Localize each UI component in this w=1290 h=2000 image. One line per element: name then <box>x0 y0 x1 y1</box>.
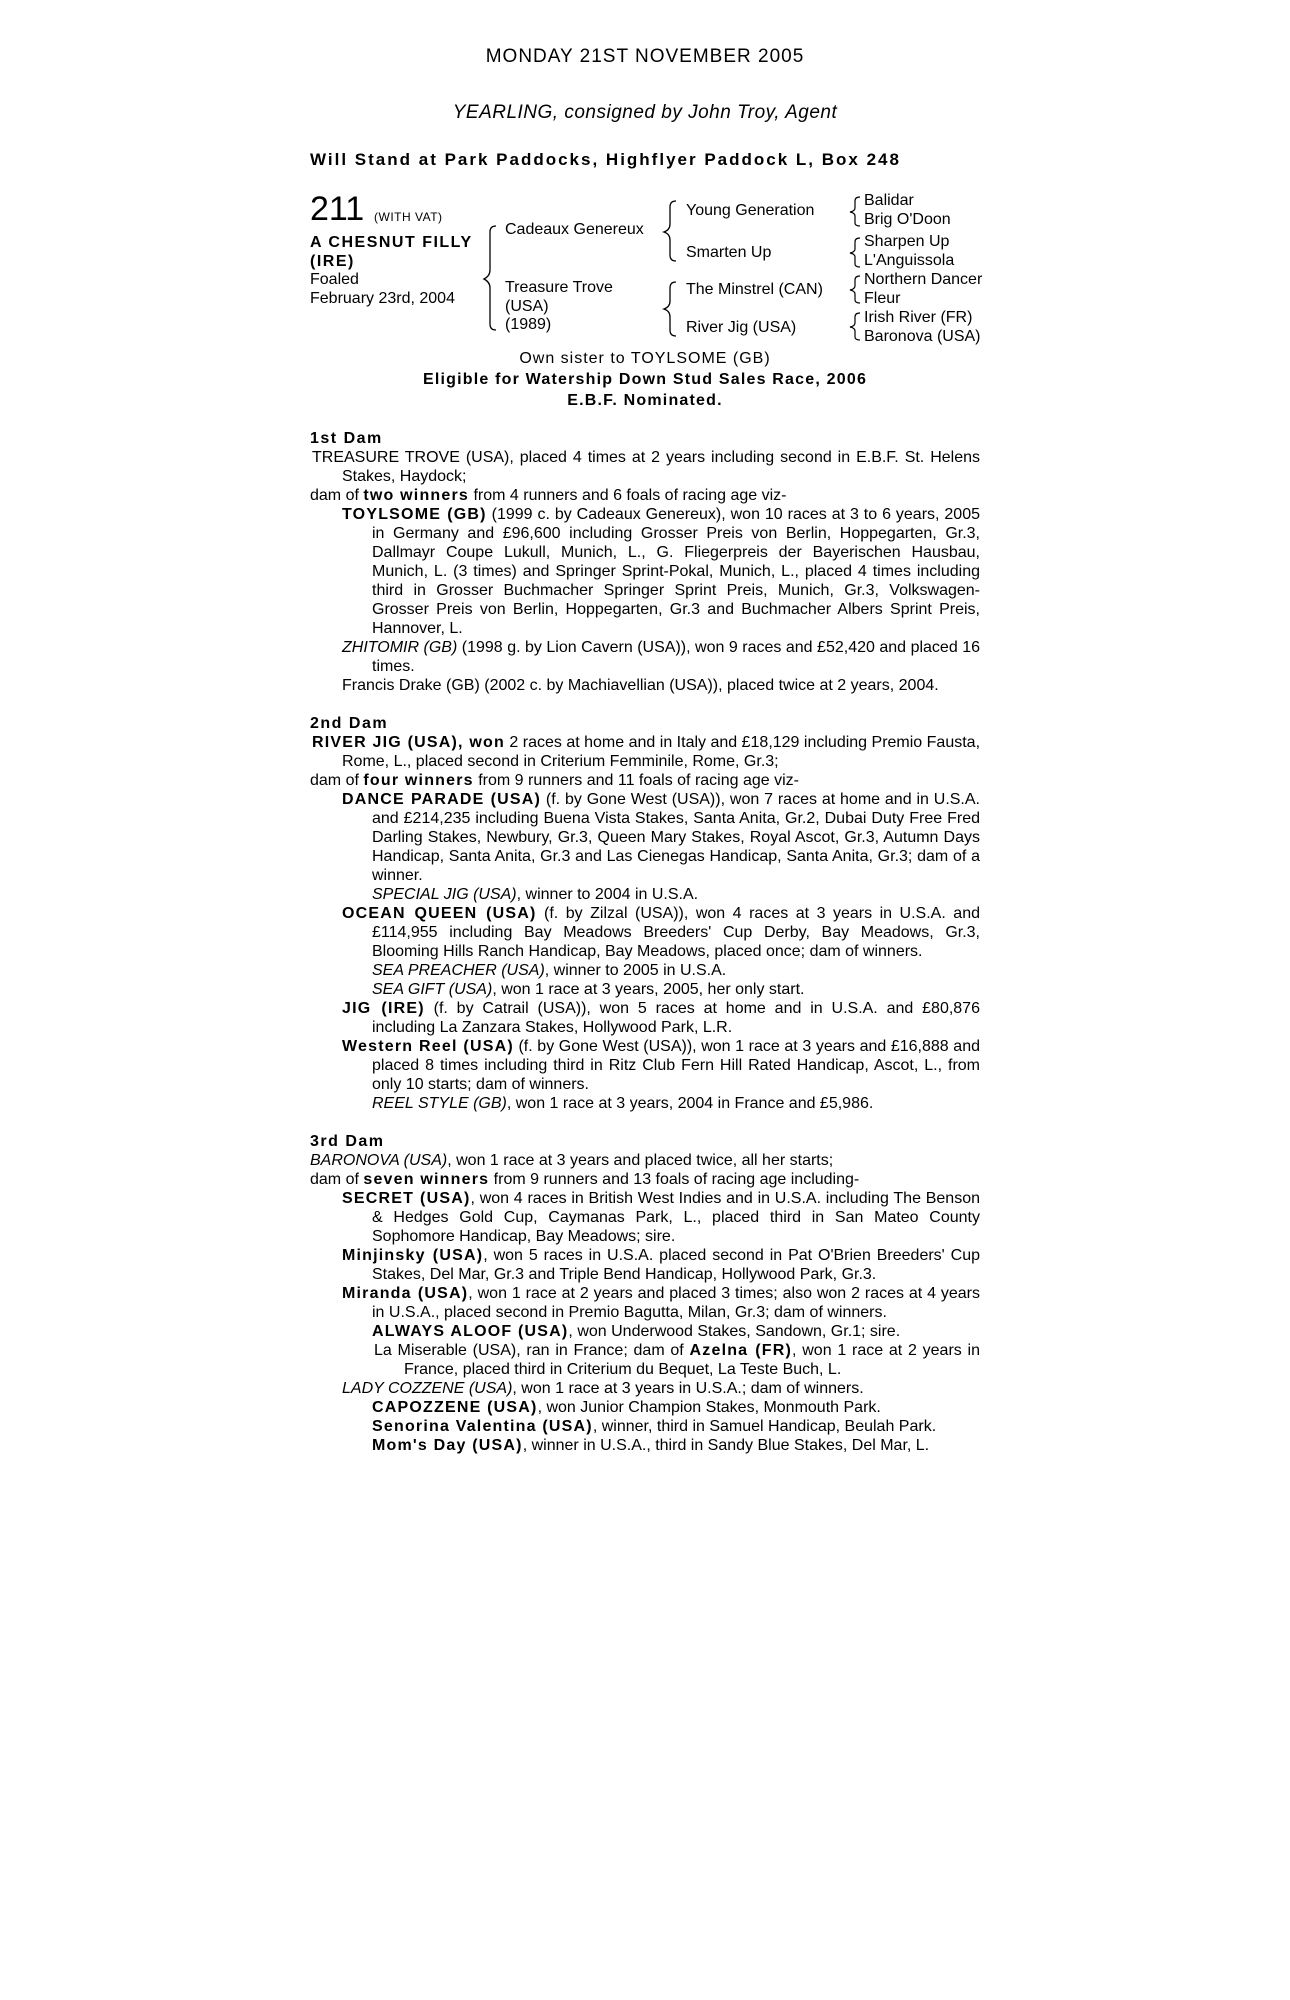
text-part: dam of <box>310 1171 364 1188</box>
pedigree-g4: L'Anguissola <box>864 252 955 269</box>
produce-text: , won 1 race at 3 years in U.S.A.; dam of winners. <box>512 1380 864 1397</box>
text-part: dam of <box>310 772 364 789</box>
pedigree-g6: Fleur <box>864 290 901 307</box>
produce-text: , winner to 2005 in U.S.A. <box>544 962 727 979</box>
pedigree-sire: Cadeaux Genereux <box>505 221 644 238</box>
brace-g1 <box>850 197 860 226</box>
produce-text: , winner, third in Samuel Handicap, Beulah Park. <box>592 1418 937 1435</box>
horse-name: BARONOVA (USA) <box>310 1152 448 1169</box>
horse-name: RIVER JIG (USA) <box>312 734 459 751</box>
brace-g2 <box>850 238 860 267</box>
produce-entry <box>310 999 980 1037</box>
grand-produce-entry <box>310 1417 980 1436</box>
pedigree-dam-sire: The Minstrel (CAN) <box>686 281 823 298</box>
grand-produce-entry <box>310 1436 980 1455</box>
produce-entry <box>310 1379 980 1398</box>
pedigree-g7: Irish River (FR) <box>864 309 973 326</box>
text-part: from 4 runners and 6 foals of racing age viz- <box>469 487 787 504</box>
brace-sire <box>664 201 676 261</box>
produce-text: (f. by Catrail (USA)), won 5 races at home and in U.S.A. and £80,876 including La Zanzara Stakes, Hollywood Park, L.R. <box>372 1000 980 1036</box>
pedigree-sire-dam: Smarten Up <box>686 244 772 261</box>
produce-text: , won Underwood Stakes, Sandown, Gr.1; sire. <box>568 1323 901 1340</box>
horse-name: Minjinsky (USA) <box>342 1247 484 1264</box>
third-dam-intro <box>310 1151 980 1170</box>
sister-note: Own sister to TOYLSOME (GB) <box>519 350 771 367</box>
produce-entry <box>310 1189 980 1246</box>
grand-produce-entry <box>310 885 980 904</box>
pedigree-dam-dam: River Jig (USA) <box>686 319 797 336</box>
foaled-label: Foaled <box>310 271 359 288</box>
winners-count: two winners <box>363 487 470 504</box>
produce-entry <box>310 904 980 961</box>
foaled-date: February 23rd, 2004 <box>310 289 455 307</box>
produce-text: , won 1 race at 2 years and placed 3 times; also won 2 races at 4 years in U.S.A., placed second in Premio Bagutta, Milan, Gr.3; dam of winners. <box>372 1285 981 1321</box>
produce-entry <box>310 1284 980 1322</box>
horse-name: Mom's Day (USA) <box>372 1437 523 1454</box>
horse-name: ZHITOMIR (GB) <box>342 639 458 656</box>
horse-name: ALWAYS ALOOF (USA) <box>372 1323 569 1340</box>
produce-entry <box>310 638 980 676</box>
produce-entry <box>310 505 980 638</box>
lot-desc-line-2: (IRE) <box>310 252 355 270</box>
produce-entry: Francis Drake (GB) (2002 c. by Machiavellian (USA)), placed twice at 2 years, 2004. <box>342 677 939 694</box>
pedigree-g8: Baronova (USA) <box>864 328 981 345</box>
horse-name: Azelna (FR) <box>689 1342 793 1359</box>
produce-entry <box>310 1246 980 1284</box>
horse-name: CAPOZZENE (USA) <box>372 1399 538 1416</box>
first-dam-heading: 1st Dam <box>310 430 383 447</box>
brace-g4 <box>850 313 860 340</box>
horse-name: SPECIAL JIG (USA) <box>372 886 517 903</box>
stand-location: Will Stand at Park Paddocks, Highflyer Paddock L, Box 248 <box>310 150 901 169</box>
first-dam-produce-summary <box>310 486 980 505</box>
grand-produce-entry <box>310 980 980 999</box>
horse-name: OCEAN QUEEN (USA) <box>342 905 537 922</box>
third-dam-produce-summary <box>310 1170 980 1189</box>
lot-number: 211 <box>310 190 365 228</box>
horse-name: SEA PREACHER (USA) <box>372 962 545 979</box>
produce-entry <box>310 790 980 885</box>
grand-produce-entry <box>310 1341 980 1379</box>
text-part: , won 1 race at 3 years and placed twice, all her starts; <box>447 1152 834 1169</box>
horse-name: Senorina Valentina (USA) <box>372 1418 593 1435</box>
brace-dam <box>664 282 676 336</box>
grand-produce-entry <box>310 1094 980 1113</box>
eligibility-note: Eligible for Watership Down Stud Sales Race, 2006 <box>422 371 868 388</box>
text-part: from 9 runners and 11 foals of racing age viz- <box>473 772 799 789</box>
winners-count: seven winners <box>363 1171 490 1188</box>
pedigree-braces <box>0 0 1290 360</box>
third-dam-heading: 3rd Dam <box>310 1133 385 1150</box>
horse-name: SEA GIFT (USA) <box>372 981 493 998</box>
produce-text: , won 5 races in U.S.A. placed second in Pat O'Brien Breeders' Cup Stakes, Del Mar, Gr.3 and Triple Bend Handicap, Hollywood Park, Gr.3. <box>372 1247 980 1283</box>
horse-name: TOYLSOME (GB) <box>342 506 487 523</box>
text-part: dam of <box>310 487 364 504</box>
pedigree-g5: Northern Dancer <box>864 271 983 288</box>
produce-text: , winner to 2004 in U.S.A. <box>516 886 699 903</box>
horse-name: Miranda (USA) <box>342 1285 469 1302</box>
second-dam-produce-summary <box>310 771 980 790</box>
pedigree-dam-year: (1989) <box>505 316 552 333</box>
grand-produce-entry <box>310 1398 980 1417</box>
produce-entry <box>310 1037 980 1094</box>
produce-text: La Miserable (USA), ran in France; dam of <box>374 1342 690 1359</box>
produce-text: , won 1 race at 3 years, 2004 in France and £5,986. <box>506 1095 874 1112</box>
pedigree-dam <box>505 279 613 335</box>
produce-text: , won Junior Champion Stakes, Monmouth Park. <box>537 1399 881 1416</box>
dam-sections <box>310 429 980 1455</box>
text-part: from 9 runners and 13 foals of racing age including- <box>489 1171 860 1188</box>
first-dam-intro: TREASURE TROVE (USA), placed 4 times at 2 years including second in E.B.F. St. Helens Stakes, Haydock; <box>312 449 980 485</box>
produce-text: , won 4 races in British West Indies and in U.S.A. including The Benson & Hedges Gold Cup, Caymanas Park, L., placed third in San Mateo County Sophomore Handicap, Bay Meadows; sire. <box>372 1190 981 1245</box>
brace-gen1 <box>484 226 496 330</box>
grand-produce-entry <box>310 1322 980 1341</box>
horse-name: Western Reel (USA) <box>342 1038 514 1055</box>
second-dam-intro <box>310 733 980 771</box>
text-part: 2 races at home and in Italy and £18,129 including Premio Fausta, Rome, L., placed second in Criterium Femminile, Rome, Gr.3; <box>342 734 981 770</box>
pedigree-g2: Brig O'Doon <box>864 211 951 228</box>
vat-note: (WITH VAT) <box>374 210 443 224</box>
pedigree-g3: Sharpen Up <box>864 233 950 250</box>
second-dam-heading: 2nd Dam <box>310 715 389 732</box>
sale-date: MONDAY 21ST NOVEMBER 2005 <box>485 46 805 67</box>
lot-desc-line-1: A CHESNUT FILLY <box>310 234 473 251</box>
pedigree-dam-name: Treasure Trove <box>505 279 613 296</box>
horse-name: LADY COZZENE (USA) <box>342 1380 513 1397</box>
brace-g3 <box>850 276 860 303</box>
produce-text: , winner in U.S.A., third in Sandy Blue Stakes, Del Mar, L. <box>522 1437 930 1454</box>
produce-text: (f. by Zilzal (USA)), won 4 races at 3 years in U.S.A. and £114,955 including Bay Meadows Breeders' Cup Derby, Bay Meadows, Gr.3, Blooming Hills Ranch Handicap, Bay Meadows, placed once; dam of winners. <box>372 905 980 960</box>
produce-text: (f. by Gone West (USA)), won 1 race at 3 years and £16,888 and placed 8 times including third in Ritz Club Fern Hill Rated Handicap, Ascot, L., from only 10 starts; dam of winners. <box>372 1038 980 1093</box>
pedigree-dam-country: (USA) <box>505 297 549 315</box>
text-part: , won <box>458 734 505 751</box>
produce-text: , won 1 race at 2 years in France, placed third in Criterium du Bequet, La Teste Buch, L. <box>404 1342 980 1378</box>
produce-text: (1999 c. by Cadeaux Genereux), won 10 races at 3 to 6 years, 2005 in Germany and £96,600 including Grosser Preis von Berlin, Hoppegarten, Gr.3, Dallmayr Coupe Lukull, Munich, L., G. Fliegerpreis der Bayerischen Hausbau, Munich, L. (3 times) and Springer Sprint-Pokal, Munich, L., placed 4 times including third in Grosser Buchmacher Springer Sprint Preis, Munich, Gr.3, Volkswagen-Grosser Preis von Berlin, Hoppegarten, Gr.3 and Buchmacher Albers Sprint Preis, Hannover, L. <box>372 506 980 637</box>
produce-text: (1998 g. by Lion Cavern (USA)), won 9 races and £52,420 and placed 16 times. <box>372 639 980 675</box>
winners-count: four winners <box>363 772 474 789</box>
produce-text: (f. by Gone West (USA)), won 7 races at home and in U.S.A. and £214,235 including Buena Vista Stakes, Santa Anita, Gr.2, Dubai Duty Free Fred Darling Stakes, Newbury, Gr.3, Queen Mary Stakes, Royal Ascot, Gr.3, Autumn Days Handicap, Santa Anita, Gr.3 and Las Cienegas Handicap, Santa Anita, Gr.3; dam of a winner. <box>372 791 980 884</box>
produce-text: , won 1 race at 3 years, 2005, her only start. <box>492 981 805 998</box>
horse-name: JIG (IRE) <box>342 1000 425 1017</box>
pedigree-sire-sire: Young Generation <box>686 202 815 219</box>
horse-name: DANCE PARADE (USA) <box>342 791 542 808</box>
pedigree-g1: Balidar <box>864 192 914 209</box>
horse-name: REEL STYLE (GB) <box>372 1095 507 1112</box>
horse-name: SECRET (USA) <box>342 1190 471 1207</box>
ebf-note: E.B.F. Nominated. <box>567 392 723 409</box>
consignment-line: YEARLING, consigned by John Troy, Agent <box>452 102 838 123</box>
grand-produce-entry <box>310 961 980 980</box>
